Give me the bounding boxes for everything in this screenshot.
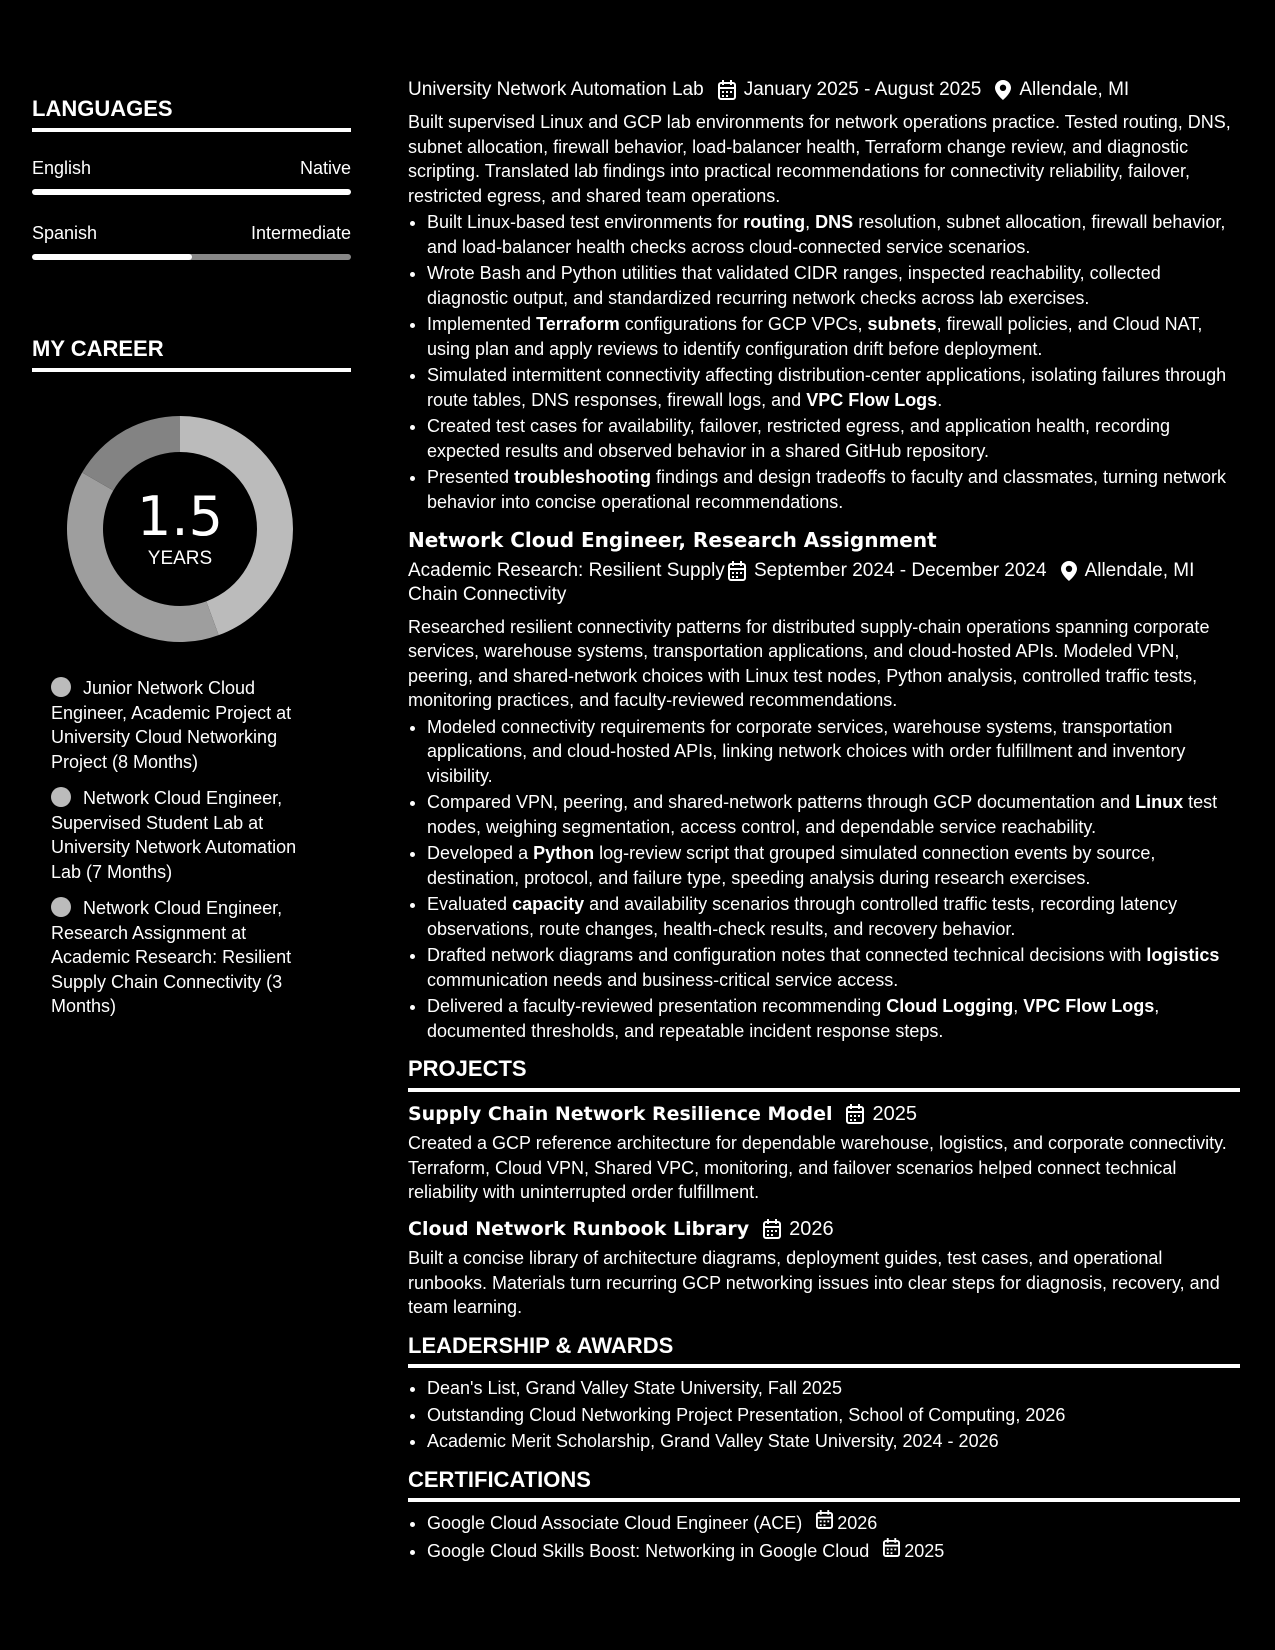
award-item: • Academic Merit Scholarship, Grand Valley State University, 2024 - 2026 (427, 1429, 1240, 1454)
certification-item (427, 1538, 1240, 1564)
job-meta (408, 559, 1240, 607)
career-total-unit: YEARS (147, 548, 213, 569)
calendar-icon (763, 1219, 781, 1239)
career-item (51, 676, 321, 774)
awards-list (408, 1376, 1240, 1454)
bullet-item: • Built Linux-based test environments for routing, DNS resolution, subnet allocation, firewall behavior, and load-balancer health checks across cloud-connected service scenarios. (427, 210, 1240, 259)
bullet-item: • Presented troubleshooting findings and design tradeoffs to faculty and classmates, turning network behavior into concise operational recommendations. (427, 465, 1240, 514)
job-organization: University Network Automation Lab (408, 79, 704, 100)
job-title: Network Cloud Engineer, Research Assignment (408, 528, 937, 552)
calendar-icon (846, 1104, 864, 1124)
career-item (51, 786, 321, 884)
languages-heading: LANGUAGES (32, 96, 351, 132)
language-proficiency-fill (32, 189, 351, 195)
career-donut-label (67, 416, 293, 642)
language-proficiency-bar (32, 189, 351, 195)
calendar-icon (883, 1538, 900, 1557)
project-title-line (408, 1102, 1240, 1127)
project-year: 2026 (789, 1217, 834, 1240)
language-name: Spanish (32, 223, 98, 243)
language-name: English (32, 158, 92, 178)
job-location: Allendale, MI (1019, 79, 1130, 100)
career-item-text: Network Cloud Engineer, Supervised Student Lab at University Network Automation Lab (7 Months) (51, 788, 297, 882)
career-total-years: 1.5 (137, 485, 223, 548)
experience-entry (408, 528, 1240, 1043)
certification-year: 2026 (837, 1513, 878, 1533)
job-description: Built supervised Linux and GCP lab environments for network operations practice. Tested routing, DNS, subnet allocation, firewall behavior, load-balancer health, Terraform change review, and diagnostic scripting. Translated lab findings into practical recommendations for connectivity reliability, failover, restricted egress, and shared team operations. (408, 112, 1231, 206)
project-entry (408, 1217, 1240, 1320)
awards-heading: LEADERSHIP & AWARDS (408, 1334, 1240, 1369)
job-meta (408, 78, 1240, 102)
bullet-item: • Drafted network diagrams and configuration notes that connected technical decisions with logistics communication needs and business-critical service access. (427, 943, 1240, 992)
location-pin-icon (995, 80, 1011, 100)
language-level: Native (299, 158, 351, 178)
career-item-text: Junior Network Cloud Engineer, Academic Project at University Cloud Networking Project (8 Months) (51, 678, 292, 772)
bullet-item: • Modeled connectivity requirements for corporate services, warehouse systems, transportation applications, and cloud-hosted APIs, linking network choices with order fulfillment and inventory visibility. (427, 715, 1240, 789)
certifications-list (408, 1510, 1240, 1563)
sidebar (32, 96, 351, 1031)
job-location: Allendale, MI (1084, 559, 1195, 581)
career-heading: MY CAREER (32, 336, 351, 372)
main-content (408, 78, 1240, 1565)
certification-year: 2025 (904, 1540, 945, 1561)
job-dates: January 2025 - August 2025 (743, 79, 982, 100)
projects-heading: PROJECTS (408, 1057, 1240, 1092)
project-title: Cloud Network Runbook Library (408, 1217, 750, 1240)
job-bullets (408, 210, 1240, 514)
bullet-item: • Delivered a faculty-reviewed presentation recommending Cloud Logging, VPC Flow Logs, documented thresholds, and repeatable incident response steps. (427, 994, 1240, 1043)
bullet-item: • Compared VPN, peering, and shared-network patterns through GCP documentation and Linux test nodes, weighing segmentation, access control, and dependable service reachability. (427, 790, 1240, 839)
bullet-item: • Simulated intermittent connectivity affecting distribution-center applications, isolating failures through route tables, DNS responses, firewall logs, and VPC Flow Logs. (427, 363, 1240, 412)
project-title: Supply Chain Network Resilience Model (408, 1102, 833, 1125)
certifications-heading: CERTIFICATIONS (408, 1468, 1240, 1503)
career-list (32, 676, 321, 1019)
certification-name: Google Cloud Skills Boost: Networking in Google Cloud (427, 1540, 870, 1561)
project-description: Built a concise library of architecture diagrams, deployment guides, test cases, and operational runbooks. Materials turn recurring GCP networking issues into clear steps for diagnosis, recovery, and team learning. (408, 1248, 1220, 1317)
bullet-item: • Implemented Terraform configurations for GCP VPCs, subnets, firewall policies, and Cloud NAT, using plan and apply reviews to identify configuration drift before deployment. (427, 312, 1240, 361)
project-entry (408, 1102, 1240, 1205)
location-pin-icon (1061, 561, 1077, 581)
job-organization: Academic Research: Resilient Supply Chain Connectivity (408, 559, 725, 605)
calendar-icon (728, 561, 746, 581)
calendar-icon (718, 80, 736, 100)
certification-item (427, 1510, 1240, 1536)
career-dot-icon (51, 677, 71, 697)
job-description: Researched resilient connectivity patterns for distributed supply-chain operations spanning corporate services, warehouse systems, transportation applications, and cloud-hosted APIs. Modeled VPN, peering, and shared-network choices with Linux test nodes, Python analysis, controlled traffic tests, monitoring practices, and faculty-reviewed recommendations. (408, 616, 1210, 710)
career-dot-icon (51, 787, 71, 807)
bullet-item: • Created test cases for availability, failover, restricted egress, and application health, recording expected results and observed behavior in a shared GitHub repository. (427, 414, 1240, 463)
language-proficiency-fill (32, 254, 192, 260)
career-dot-icon (51, 897, 71, 917)
job-dates: September 2024 - December 2024 (754, 559, 1047, 581)
project-year: 2025 (872, 1102, 917, 1125)
award-item: • Dean's List, Grand Valley State University, Fall 2025 (427, 1376, 1240, 1401)
award-item: • Outstanding Cloud Networking Project Presentation, School of Computing, 2026 (427, 1403, 1240, 1428)
job-bullets (408, 715, 1240, 1044)
language-item (32, 158, 351, 195)
career-item-text: Network Cloud Engineer, Research Assignment at Academic Research: Resilient Supply Chain Connectivity (3 Months) (51, 898, 292, 1016)
language-item (32, 223, 351, 260)
bullet-item: • Developed a Python log-review script that grouped simulated connection events by source, destination, protocol, and failure type, speeding analysis during research exercises. (427, 841, 1240, 890)
experience-entry (408, 78, 1240, 514)
bullet-item: • Wrote Bash and Python utilities that validated CIDR ranges, inspected reachability, collected diagnostic output, and standardized recurring network checks across lab exercises. (427, 261, 1240, 310)
bullet-item: • Evaluated capacity and availability scenarios through controlled traffic tests, recording latency observations, route changes, health-check results, and recovery behavior. (427, 892, 1240, 941)
career-donut-chart (67, 416, 293, 642)
language-proficiency-bar (32, 254, 351, 260)
calendar-icon (816, 1510, 833, 1529)
project-description: Created a GCP reference architecture for dependable warehouse, logistics, and corporate connectivity. Terraform, Cloud VPN, Shared VPC, monitoring, and failover scenarios helped connect technical reliability with uninterrupted order fulfillment. (408, 1133, 1227, 1202)
career-item (51, 896, 321, 1019)
project-title-line (408, 1217, 1240, 1242)
certification-name: Google Cloud Associate Cloud Engineer (ACE) (427, 1513, 803, 1533)
language-level: Intermediate (250, 223, 351, 243)
